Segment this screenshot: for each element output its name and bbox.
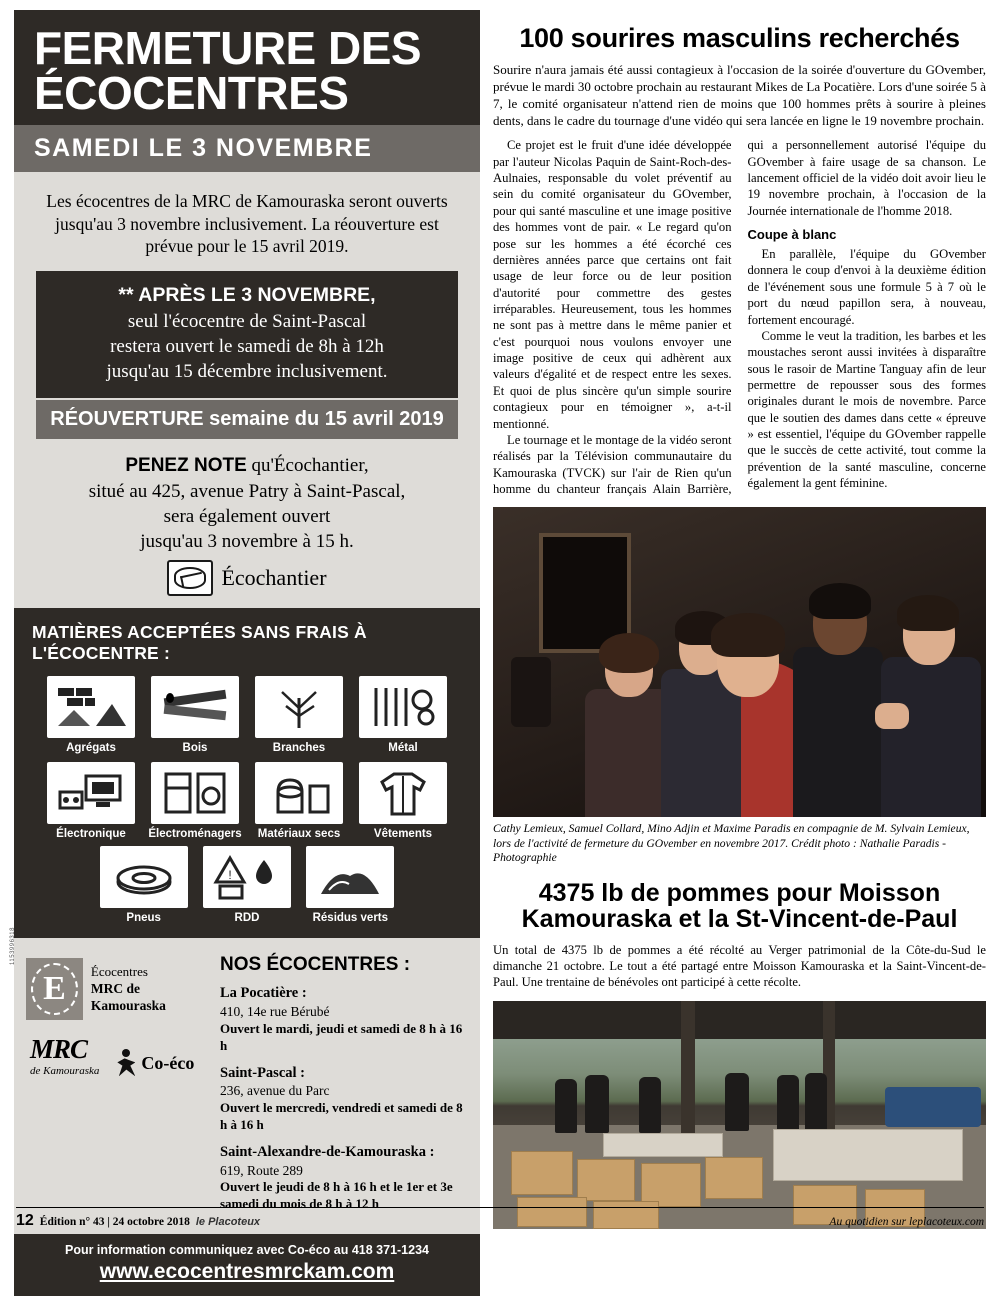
location-item — [220, 984, 466, 1054]
footer-line — [16, 1207, 984, 1230]
note-line2: situé au 425, avenue Patry à Saint-Pascal, — [88, 480, 406, 502]
ecocentres-logo-text — [91, 964, 208, 1014]
material-item-residus-verts — [304, 846, 397, 924]
after-november-line3: restera ouvert le samedi de 8h à 12h — [110, 336, 384, 358]
website-link[interactable]: www.ecocentresmrckam.com — [99, 1259, 395, 1283]
photo2-truck — [885, 1087, 981, 1127]
article2-body: Un total de 4375 lb de pommes a été récolté au Verger patrimonial de la Côte-du-Sud le dimanche 21 octobre. Le tout a été partagé entre Moisson Kamouraska et la Saint-Vincent-de-Paul. Une trentaine de bénévoles ont participé à cette récolte. — [493, 942, 986, 990]
page-number: 12 — [16, 1212, 34, 1229]
article1-body — [493, 137, 986, 497]
material-item-pneus — [97, 846, 190, 924]
location-name: Saint-Pascal : — [220, 1064, 305, 1081]
coeco-logo — [115, 1049, 194, 1077]
material-label: Électroménagers — [148, 828, 242, 841]
photo2-post — [681, 1001, 695, 1151]
ad-header — [14, 10, 480, 125]
location-item — [220, 1143, 466, 1213]
svg-text:!: ! — [228, 868, 232, 883]
ad-intro-text: Les écocentres de la MRC de Kamouraska seront ouverts jusqu'au 3 novembre inclusivement. La réouverture est prévue pour le 15 avril 2019. — [46, 191, 448, 256]
material-label: Vêtements — [373, 828, 433, 841]
photo2-apple-box — [577, 1159, 635, 1201]
material-item-electromenagers — [148, 762, 242, 840]
article1-paragraph: Comme le veut la tradition, les barbes et les moustaches seront aussi invitées à disparaître sous le rasoir de Martine Tanguay afin de leur permettre de repousser sous des formes originales durant le mois de novembre. Parce que le soutien des dames dans cette « épreuve » est essentiel, l'équipe du GOvember rappelle que le succès de cette activité, tout comme la prévention de la santé masculine, concerne également la gent féminine. — [747, 328, 986, 491]
locations-heading: NOS ÉCOCENTRES : — [220, 954, 411, 976]
after-november-line1: ** APRÈS LE 3 NOVEMBRE, — [118, 284, 376, 307]
after-november-box — [36, 271, 458, 398]
article1-photo — [493, 507, 986, 817]
photo1-lamp — [511, 657, 551, 727]
location-item — [220, 1064, 466, 1134]
photo2-apple-box — [705, 1157, 763, 1199]
note-line3: sera également ouvert — [163, 505, 331, 527]
mrc-logo-line1: MRC — [30, 1034, 88, 1065]
metal-icon — [359, 676, 447, 738]
reopening-bar: RÉOUVERTURE semaine du 15 avril 2019 — [36, 400, 458, 439]
ad-title-line2: ÉCOCENTRES — [34, 66, 349, 119]
note-line1-rest: qu'Écochantier, — [246, 455, 369, 477]
ecochantier-logo — [36, 560, 458, 596]
ecocentres-logo-line1: Écocentres — [90, 964, 148, 980]
vetements-icon — [359, 762, 447, 824]
article2-photo — [493, 1001, 986, 1229]
location-hours: Ouvert le jeudi de 8 h à 16 h et le 1er et 3e samedi du mois de 8 h à 12 h — [220, 1179, 453, 1212]
ecocentres-mark-letter: E — [43, 970, 66, 1008]
material-label: Bois — [182, 742, 208, 755]
article1-headline: 100 sourires masculins recherchés — [519, 23, 960, 53]
bois-icon — [151, 676, 239, 738]
photo1-person-torso — [793, 647, 883, 817]
photo2-table — [603, 1133, 723, 1157]
after-november-line2: seul l'écocentre de Saint-Pascal — [127, 311, 367, 333]
coeco-label: Co-éco — [141, 1052, 195, 1073]
after-november-line4: jusqu'au 15 décembre inclusivement. — [106, 361, 388, 383]
article2-headline-line1: 4375 lb de pommes pour Moisson — [538, 878, 941, 907]
location-address: 410, 14e rue Bérubé — [220, 1004, 330, 1020]
ad-title-line1: FERMETURE DES — [34, 22, 422, 74]
photo1-person-hair — [809, 583, 871, 619]
mrc-logo-line2: de Kamouraska — [30, 1065, 100, 1078]
article1-paragraph: Ce projet est le fruit d'une idée développée par l'auteur Nicolas Paquin de Saint-Roch-des-Aulnaies, responsable du volet préventif au sein du comité organisateur du GOvember, pour qui santé masculine et une image positive des hommes vont de pair. « Le regard qu'on pose sur les hommes a été écorché ces dernières années parce que certains ont fait usage de leur force ou de leur position d'autorité pour commettre des gestes irréparables. Heureusement, tous les hommes ne sont pas à mettre dans le même panier et c'est pourquoi nous voulons envoyer une image positive de ceux qui adhèrent aux valeurs d'égalité et de respect entre les sexes. Et quoi de plus sincère qu'un simple sourire contagieux pour en témoigner », a-t-il mentionné. — [493, 138, 732, 431]
location-hours: Ouvert le mardi, jeudi et samedi de 8 h à 16 h — [220, 1020, 463, 1053]
ad-contact-footer — [14, 1234, 480, 1296]
material-label: Métal — [388, 742, 418, 755]
material-label: Matériaux secs — [257, 828, 341, 841]
coeco-person-icon — [115, 1049, 137, 1077]
accepted-materials-title: MATIÈRES ACCEPTÉES SANS FRAIS À L'ÉCOCENTRE : — [32, 622, 367, 664]
location-address: 619, Route 289 — [220, 1162, 303, 1178]
note-line4: jusqu'au 3 novembre à 15 h. — [140, 531, 354, 553]
rdd-icon — [203, 846, 291, 908]
article2-headline — [493, 880, 986, 933]
material-label: RDD — [234, 912, 260, 925]
materiaux-secs-icon — [255, 762, 343, 824]
material-item-agregats — [44, 676, 138, 754]
residus-verts-icon — [306, 846, 394, 908]
footer-left — [16, 1212, 260, 1230]
photo2-person — [777, 1075, 799, 1131]
photo1-pointing-hand — [875, 703, 909, 729]
accepted-materials-section — [14, 608, 480, 938]
material-label: Électronique — [56, 828, 126, 841]
agregats-icon — [47, 676, 135, 738]
photo1-person-hair — [897, 595, 959, 631]
photo1-person-hair — [599, 633, 659, 673]
photo1-person-torso — [585, 689, 671, 817]
material-item-materiaux-secs — [252, 762, 346, 840]
material-item-bois — [148, 676, 242, 754]
pneus-icon — [100, 846, 188, 908]
location-address: 236, avenue du Parc — [220, 1083, 330, 1099]
ecocentres-locations-section — [14, 938, 480, 1234]
photo2-person — [805, 1073, 827, 1131]
location-name: La Pocatière : — [220, 985, 307, 1002]
locations-column — [214, 948, 480, 1228]
ad-subtitle: SAMEDI LE 3 NOVEMBRE — [14, 125, 480, 172]
ecocentres-logo-line2: MRC de Kamouraska — [90, 980, 166, 1013]
branches-icon — [255, 676, 343, 738]
article1-paragraph: En parallèle, l'équipe du GOvember donnera le coup d'envoi à la deuxième édition de l'événement sous une formule 5 à 7 où le port du nœud papillon sera, à nouveau, fortement encouragé. — [747, 247, 986, 327]
edition-info: Édition n° 43 | 24 octobre 2018 — [39, 1216, 190, 1228]
material-label: Résidus verts — [312, 912, 389, 925]
material-label: Pneus — [126, 912, 161, 925]
article1-lede: Sourire n'aura jamais été aussi contagieux à l'occasion de la soirée d'ouverture du GOvember, prévue le mardi 30 octobre prochain au restaurant Mikes de La Pocatière. Lors d'une soirée 5 à 7, le comité organisateur n'attend rien de moins que 100 hommes prêts à sourire à pleines dents, dans le cadre du tournage d'une vidéo qui sera lancée en ligne le 19 novembre prochain. — [493, 62, 986, 128]
photo2-roof — [493, 1001, 986, 1039]
partner-logos — [26, 1034, 208, 1077]
location-hours: Ouvert le mercredi, vendredi et samedi de 8 h à 16 h — [220, 1099, 463, 1132]
note-line1-strong: PENEZ NOTE — [125, 455, 247, 477]
material-item-vetements — [356, 762, 450, 840]
photo2-person — [585, 1075, 609, 1133]
material-item-rdd — [200, 846, 293, 924]
page-footer — [0, 1207, 1000, 1230]
logos-column — [14, 948, 214, 1228]
article1-paragraph: Le tournage et le montage de la vidéo seront réalisés par la Télévision communautaire du Kamouraska (TVCK) sur l'air de Rien qu'un homme du chanteur français Alain Barrière, qui a personnellement autorisé l'équipe du GOvember à faire usage de sa chanson. Le lancement officiel de la vidéo doit avoir lieu le 19 novembre prochain, à l'occasion de la Journée internationale de l'homme 2018. — [493, 138, 986, 496]
editorial-column — [493, 24, 986, 1229]
article1-photo-caption: Cathy Lemieux, Samuel Collard, Mino Adjin et Maxime Paradis en compagnie de M. Sylvain Lemieux, lors de l'activité de fermeture du GOvember en novembre 2017. Crédit photo : Nathalie Paradis - Photographie — [493, 822, 970, 865]
photo2-person — [639, 1077, 661, 1133]
photo2-table — [773, 1129, 963, 1181]
mrc-logo — [30, 1034, 99, 1077]
contact-line: Pour information communiquez avec Co-éco au 418 371-1234 — [64, 1242, 429, 1257]
photo2-apple-box — [511, 1151, 573, 1195]
location-name: Saint-Alexandre-de-Kamouraska : — [220, 1143, 435, 1160]
ecochantier-note — [36, 453, 458, 554]
materials-icon-grid — [28, 676, 466, 840]
article2-headline-line2: Kamouraska et la St-Vincent-de-Paul — [521, 905, 958, 934]
masthead-logo: le Placoteux — [195, 1216, 261, 1228]
ecochantier-mark-icon — [167, 560, 213, 596]
article1-subhead: Coupe à blanc — [747, 227, 837, 243]
materials-icon-grid-row2 — [97, 846, 397, 924]
material-item-branches — [252, 676, 346, 754]
ecocentres-logo — [26, 958, 208, 1020]
footer-tagline: Au quotidien sur leplacoteux.com — [829, 1216, 984, 1228]
electronique-icon — [47, 762, 135, 824]
ad-body — [14, 172, 480, 608]
material-label: Agrégats — [66, 742, 116, 755]
photo1-person-torso — [881, 657, 981, 817]
material-item-electronique — [44, 762, 138, 840]
ecocentres-mark-ring — [31, 963, 78, 1015]
ecocentres-mark-icon — [26, 958, 83, 1020]
photo1-center-person-hair — [711, 613, 785, 657]
photo2-person — [725, 1073, 749, 1131]
material-item-metal — [356, 676, 450, 754]
ad-side-code: 1153996318 — [10, 927, 16, 965]
ecochantier-label: Écochantier — [221, 565, 327, 591]
photo2-person — [555, 1079, 577, 1133]
electromenagers-icon — [151, 762, 239, 824]
material-label: Branches — [272, 742, 326, 755]
